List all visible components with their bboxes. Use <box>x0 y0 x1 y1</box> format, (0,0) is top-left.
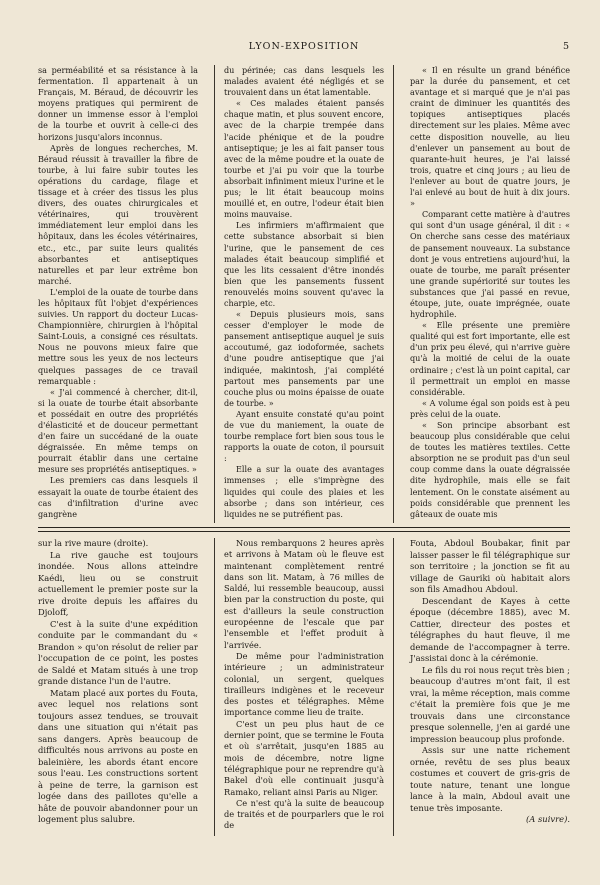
bottom-column-2 <box>224 538 384 832</box>
paragraph: L'emploi de la ouate de tourbe dans les hôpitaux fût l'objet d'expériences suivies. Un rapport du docteur Lucas-Championnière, chirurgien à l'hôpital Saint-Louis, a consigné ces résultats. Nous ne pouvons mieux faire que mettre sous les yeux de nos lecteurs quelques passages de ce travail remarquable : <box>38 286 198 386</box>
bottom-column-1 <box>38 538 198 826</box>
top-column-3 <box>410 65 570 520</box>
section-divider <box>38 531 570 532</box>
paragraph: Fouta, Abdoul Boubakar, finit par laisser passer le fil télégraphique sur son territoire ; la jonction se fit au village de Gauriki où habitait alors son fils Amadhou Abdoul. <box>410 538 570 594</box>
paragraph: Ce n'est qu'à la suite de beaucoup de traités et de pourparlers que le roi de <box>224 797 384 831</box>
paragraph: sa perméabilité et sa résistance à la fermentation. Il appartenait à un Français, M. Béraud, de découvrir les moyens pratiques qui permirent de donner un immense essor à l'emploi de la tourbe et ouvrit à celle-ci des horizons jusqu'alors inconnus. <box>38 65 198 142</box>
column-rule <box>393 538 394 836</box>
paragraph: « Son principe absorbant est beaucoup plus considérable que celui de toutes les matières textiles. Cette absorption ne se produit pas d'un seul coup comme dans la ouate dégraissée dite hydrophile, mais elle se fait lentement. On le constate aisément au poids considérable que prennent les gâteaux de ouate mis <box>410 420 570 519</box>
paragraph: du périnée; cas dans lesquels les malades avaient été négligés et se trouvaient dans un état lamentable. <box>224 65 384 98</box>
paragraph: De même pour l'administration intérieure ; un administrateur colonial, un sergent, quelques tirailleurs indigènes et le receveur des postes et télégraphes. Même importance comme lieu de traite. <box>224 650 384 718</box>
paragraph: La rive gauche est toujours inondée. Nous allons atteindre Kaédi, lieu ou se construit actuellement le premier poste sur la rive droite depuis les affaires du Djoloff, <box>38 549 198 617</box>
top-column-2 <box>224 65 384 520</box>
paragraph: « Elle présente une première qualité qui est fort importante, elle est d'un prix peu élevé, qui n'arrive guère qu'à la moitié de celui de la ouate ordinaire ; c'est là un point capital, car il permettrait un emploi en masse considérable. <box>410 320 570 397</box>
top-column-1 <box>38 65 198 520</box>
paragraph: Elle a sur la ouate des avantages immenses ; elle s'imprègne des liquides qui coule des plaies et les absorbe ; dans son intérieur, ces liquides ne se putréfient pas. <box>224 464 384 519</box>
paragraph: Les premiers cas dans lesquels il essayait la ouate de tourbe étaient des cas d'infiltration d'urine avec gangrène <box>38 475 198 519</box>
paragraph: Comparant cette matière à d'autres qui sont d'un usage général, il dit : « On cherche sans cesse des matériaux de pansement nouveaux. La substance dont je vous entretiens aujourd'hui, la ouate de tourbe, me paraît présenter une grande supériorité sur toutes les substances que j'ai passé en revue, étoupe, jute, ouate imprégnée, ouate hydrophile. <box>410 209 570 320</box>
section-divider <box>38 527 570 528</box>
paragraph: sur la rive maure (droite). <box>38 538 149 548</box>
paragraph: Assis sur une natte richement ornée, revêtu de ses plus beaux costumes et couvert de gris-gris de toute nature, tenant une longue lance à la main, Abdoul avait une tenue très imposante. <box>410 745 570 813</box>
paragraph: « Ces malades étaient pansés chaque matin, et plus souvent encore, avec de la charpie trempée dans l'acide phénique et de la poudre antiseptique; je les ai fait panser tous avec de la même poudre et la ouate de tourbe et j'ai pu voir que la tourbe absorbait infiniment mieux l'urine et le pus; le lit était beaucoup moins mouillé et, en outre, l'odeur était bien moins mauvaise. <box>224 98 384 220</box>
paragraph: Ayant ensuite constaté qu'au point de vue du maniement, la ouate de tourbe remplace fort bien sous tous le rapports la ouate de coton, il poursuit : <box>224 408 384 464</box>
column-rule <box>393 65 394 523</box>
bottom-column-3 <box>410 538 570 826</box>
bottom-article-section <box>38 538 570 838</box>
paragraph: C'est à la suite d'une expédition conduite par le commandant du « Brandon » qu'on résolut de relier par l'occupation de ce point, les postes de Saldé et Matam situés à une trop grande distance l'un de l'autre. <box>38 618 198 686</box>
page-number: 5 <box>562 41 570 52</box>
paragraph: « Il en résulte un grand bénéfice par la durée du pansement, et cet avantage et si marqué que je n'ai pas craint de diminuer les quantités des topiques antiseptiques placés directement sur les plaies. Même avec cette disposition nouvelle, au lieu d'enlever un pansement au bout de quarante-huit heures, je l'ai laissé trois, quatre et cinq jours ; au lieu de l'enlever au bout de quatre jours, je l'ai enlevé au bout de huit à dix jours. » <box>410 65 570 209</box>
paragraph: Descendant de Kayes à cette époque (décembre 1885), avec M. Cattier, directeur des postes et télégraphes du haut fleuve, il me demande de l'accompagner à terre. J'assistai donc à la cérémonie. <box>410 595 570 663</box>
paragraph: « Depuis plusieurs mois, sans cesser d'employer le mode de pansement antiseptique auquel je suis accoutumé, gaz iodoformée, sachets d'une poudre antiseptique que j'ai indiquée, makintosh, j'ai complété partout mes pansements par une couche plus ou moins épaisse de ouate de tourbe. » <box>224 309 384 408</box>
column-rule <box>214 65 215 523</box>
paragraph: C'est un peu plus haut de ce dernier point, que se termine le Fouta et où s'arrêtait, jusqu'en 1885 au mois de décembre, notre ligne télégraphique pour ne reprendre qu'à Bakel d'où elle continuait jusqu'à Ramako, reliant ainsi Paris au Niger. <box>224 718 384 797</box>
paragraph: « A volume égal son poids est à peu près celui de la ouate. <box>410 397 570 419</box>
to-be-continued-note: (A suivre). <box>526 814 570 824</box>
paragraph: Nous rembarquons 2 heures après et arrivons à Matam où le fleuve est maintenant complètement rentré dans son lit. Matam, à 76 milles de Saldé, lui ressemble beaucoup, aussi bien par la construction du poste, qui est d'ailleurs la seule construction européenne de l'escale que par l'ensemble et l'effet produit à l'arrivée. <box>224 538 384 650</box>
paragraph: Les infirmiers m'affirmaient que cette substance absorbait si bien l'urine, que le pansement de ces malades était beaucoup simplifié et que les lits cessaient d'être inondés bien que les pansements fussent renouvelés moins souvent qu'avec la charpie, etc. <box>224 220 384 308</box>
top-article-section <box>38 65 570 525</box>
paragraph: « J'ai commencé à chercher, dit-il, si la ouate de tourbe était absorbante et possédait en outre des propriétés d'élasticité et de douceur permettant d'en faire un succédané de la ouate dégraissée. En même temps on pourrait établir dans une certaine mesure ses propriétés antiseptiques. » <box>38 386 198 475</box>
column-rule <box>214 538 215 836</box>
paragraph: Matam placé aux portes du Fouta, avec lequel nos relations sont toujours assez tendues, se trouvait dans une situation qui n'était pas sans dangers. Après beaucoup de difficultés nous arrivons au poste en baleinière, les abords étant encore sous l'eau. Les constructions sortent à peine de terre, la garnison est logée dans des paillotes qu'elle a hâte de pouvoir abandonner pour un logement plus salubre. <box>38 687 198 824</box>
paragraph: Le fils du roi nous reçut très bien ; beaucoup d'autres m'ont fait, il est vrai, la même réception, mais comme c'était la première fois que je me trouvais dans une circonstance presque solennelle, j'en ai gardé une impression beaucoup plus profonde. <box>410 664 570 744</box>
paragraph: Après de longues recherches, M. Béraud réussit à travailler la fibre de tourbe, à lui faire subir toutes les opérations du cardage, filage et tissage et à créer des tissus les plus divers, des ouates chirurgicales et vétérinaires, qui trouvèrent immédiatement leur emploi dans les hôpitaux, dans les écoles vétérinaires, etc., etc., par suite leurs qualités absorbantes et antiseptiques naturelles et par leur extrême bon marché. <box>38 142 198 286</box>
page-title: LYON-EXPOSITION <box>248 41 360 52</box>
running-head <box>38 41 570 55</box>
